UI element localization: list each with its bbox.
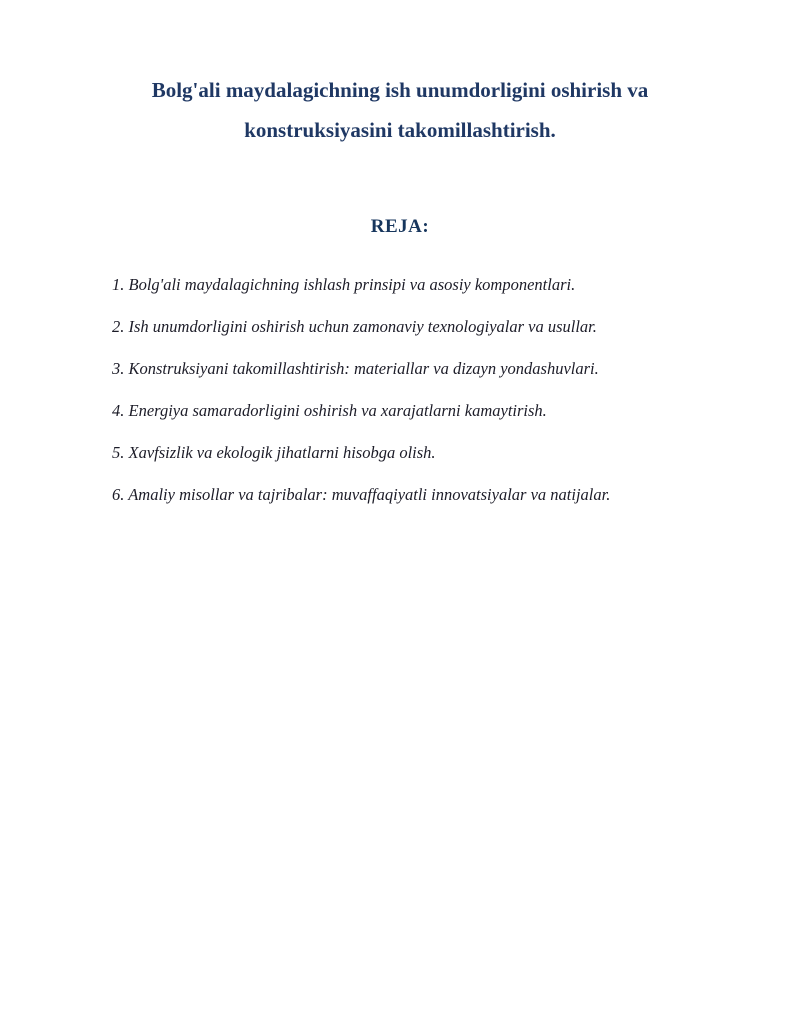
plan-list-item-5: 5. Xavfsizlik va ekologik jihatlarni hisobga olish. — [112, 443, 436, 462]
plan-list-item-2: 2. Ish unumdorligini oshirish uchun zamonaviy texnologiyalar va usullar. — [112, 317, 597, 336]
document-title — [90, 70, 710, 150]
document-title-line2: konstruksiyasini takomillashtirish. — [244, 118, 556, 142]
plan-heading: REJA: — [370, 216, 430, 237]
plan-list-item-3: 3. Konstruksiyani takomillashtirish: materiallar va dizayn yondashuvlari. — [112, 359, 599, 378]
plan-list — [112, 272, 704, 508]
document-title-line1: Bolg'ali maydalagichning ish unumdorligini oshirish va — [151, 78, 649, 102]
plan-list-item-6: 6. Amaliy misollar va tajribalar: muvaffaqiyatli innovatsiyalar va natijalar. — [112, 485, 611, 504]
plan-list-item-1: 1. Bolg'ali maydalagichning ishlash prinsipi va asosiy komponentlari. — [112, 275, 576, 294]
plan-list-item-4: 4. Energiya samaradorligini oshirish va xarajatlarni kamaytirish. — [112, 401, 547, 420]
